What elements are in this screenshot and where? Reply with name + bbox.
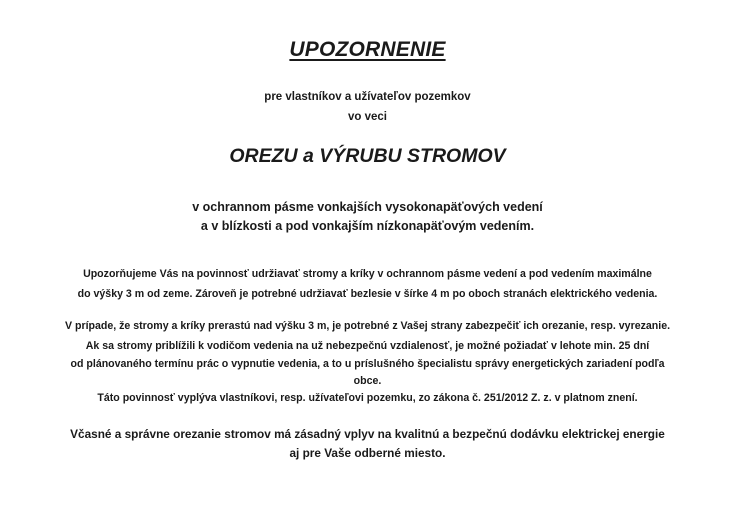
subject-heading: OREZU a VÝRUBU STROMOV — [229, 145, 506, 167]
subtitle-recipients: pre vlastníkov a užívateľov pozemkov — [264, 91, 471, 103]
subtitle-regarding: vo veci — [348, 111, 387, 123]
zone-description-line: v ochrannom pásme vonkajších vysokonapäťových vedení — [192, 200, 543, 214]
paragraph-legal-basis: Táto povinnosť vyplýva vlastníkovi, resp. užívateľovi pozemku, zo zákona č. 251/2012 Z. z. v platnom znení. — [97, 392, 638, 404]
paragraph-procedure-line: obce. — [353, 375, 382, 387]
paragraph-obligation-line: Upozorňujeme Vás na povinnosť udržiavať stromy a kríky v ochrannom pásme vedení a pod vedením maximálne — [83, 268, 652, 280]
paragraph-procedure-line: Ak sa stromy priblížili k vodičom vedenia na už nebezpečnú vzdialenosť, je možné požiadať v lehote min. 25 dní — [85, 340, 650, 352]
paragraph-procedure-line: od plánovaného termínu prác o vypnutie vedenia, a to u príslušného špecialistu správy energetických zariadení podľa — [70, 358, 665, 370]
paragraph-procedure-line: V prípade, že stromy a kríky prerastú nad výšku 3 m, je potrebné z Vašej strany zabezpečiť ich orezanie, resp. vyrezanie. — [64, 320, 671, 332]
closing-statement-line: Včasné a správne orezanie stromov má zásadný vplyv na kvalitnú a bezpečnú dodávku elektrickej energie — [70, 427, 665, 441]
closing-statement-line: aj pre Vaše odberné miesto. — [289, 446, 446, 460]
document-title: UPOZORNENIE — [289, 38, 446, 61]
zone-description-line: a v blízkosti a pod vonkajším nízkonapäťovým vedením. — [200, 219, 535, 233]
paragraph-obligation-line: do výšky 3 m od zeme. Zároveň je potrebné udržiavať bezlesie v šírke 4 m po oboch stranách elektrického vedenia. — [77, 288, 658, 300]
